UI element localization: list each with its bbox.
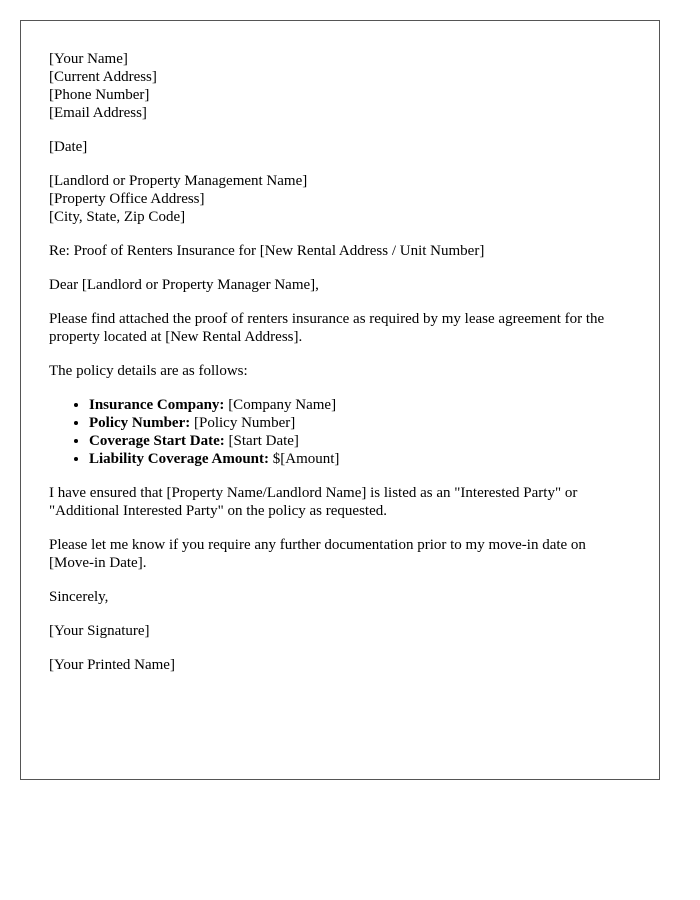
sender-phone: [Phone Number] bbox=[49, 87, 150, 103]
sender-block bbox=[49, 50, 631, 122]
list-item bbox=[89, 432, 631, 450]
closing: Sincerely, bbox=[49, 589, 109, 605]
signature-placeholder: [Your Signature] bbox=[49, 623, 150, 639]
policy-detail-label: Policy Number: bbox=[89, 415, 191, 431]
policy-details-list bbox=[49, 396, 631, 468]
sender-name: [Your Name] bbox=[49, 51, 128, 67]
further-docs-paragraph: Please let me know if you require any further documentation prior to my move-in date on [Move-in Date]. bbox=[49, 537, 586, 571]
letter-date: [Date] bbox=[49, 139, 88, 155]
letter-body bbox=[49, 50, 631, 674]
policy-detail-value: [Policy Number] bbox=[193, 415, 296, 431]
policy-detail-value: [Start Date] bbox=[228, 433, 299, 449]
policy-detail-value: [Company Name] bbox=[228, 397, 337, 413]
list-item bbox=[89, 396, 631, 414]
date-block bbox=[49, 138, 631, 156]
salutation: Dear [Landlord or Property Manager Name], bbox=[49, 277, 319, 293]
intro-paragraph: Please find attached the proof of renters insurance as required by my lease agreement for the property located at [New Rental Address]. bbox=[49, 311, 605, 345]
sender-email: [Email Address] bbox=[49, 105, 147, 121]
letter-page bbox=[20, 20, 660, 780]
policy-detail-value: $[Amount] bbox=[272, 451, 340, 467]
policy-detail-label: Insurance Company: bbox=[89, 397, 225, 413]
interested-party-paragraph: I have ensured that [Property Name/Landlord Name] is listed as an "Interested Party" or "Additional Interested Party" on the policy as requested. bbox=[49, 485, 578, 519]
recipient-block bbox=[49, 172, 631, 226]
details-intro-paragraph: The policy details are as follows: bbox=[49, 363, 248, 379]
subject-line: Re: Proof of Renters Insurance for [New Rental Address / Unit Number] bbox=[49, 243, 485, 259]
policy-detail-label: Coverage Start Date: bbox=[89, 433, 225, 449]
recipient-city-state-zip: [City, State, Zip Code] bbox=[49, 209, 186, 225]
policy-detail-label: Liability Coverage Amount: bbox=[89, 451, 269, 467]
list-item bbox=[89, 450, 631, 468]
list-item bbox=[89, 414, 631, 432]
recipient-name: [Landlord or Property Management Name] bbox=[49, 173, 308, 189]
printed-name: [Your Printed Name] bbox=[49, 657, 175, 673]
recipient-office-address: [Property Office Address] bbox=[49, 191, 205, 207]
sender-address: [Current Address] bbox=[49, 69, 157, 85]
